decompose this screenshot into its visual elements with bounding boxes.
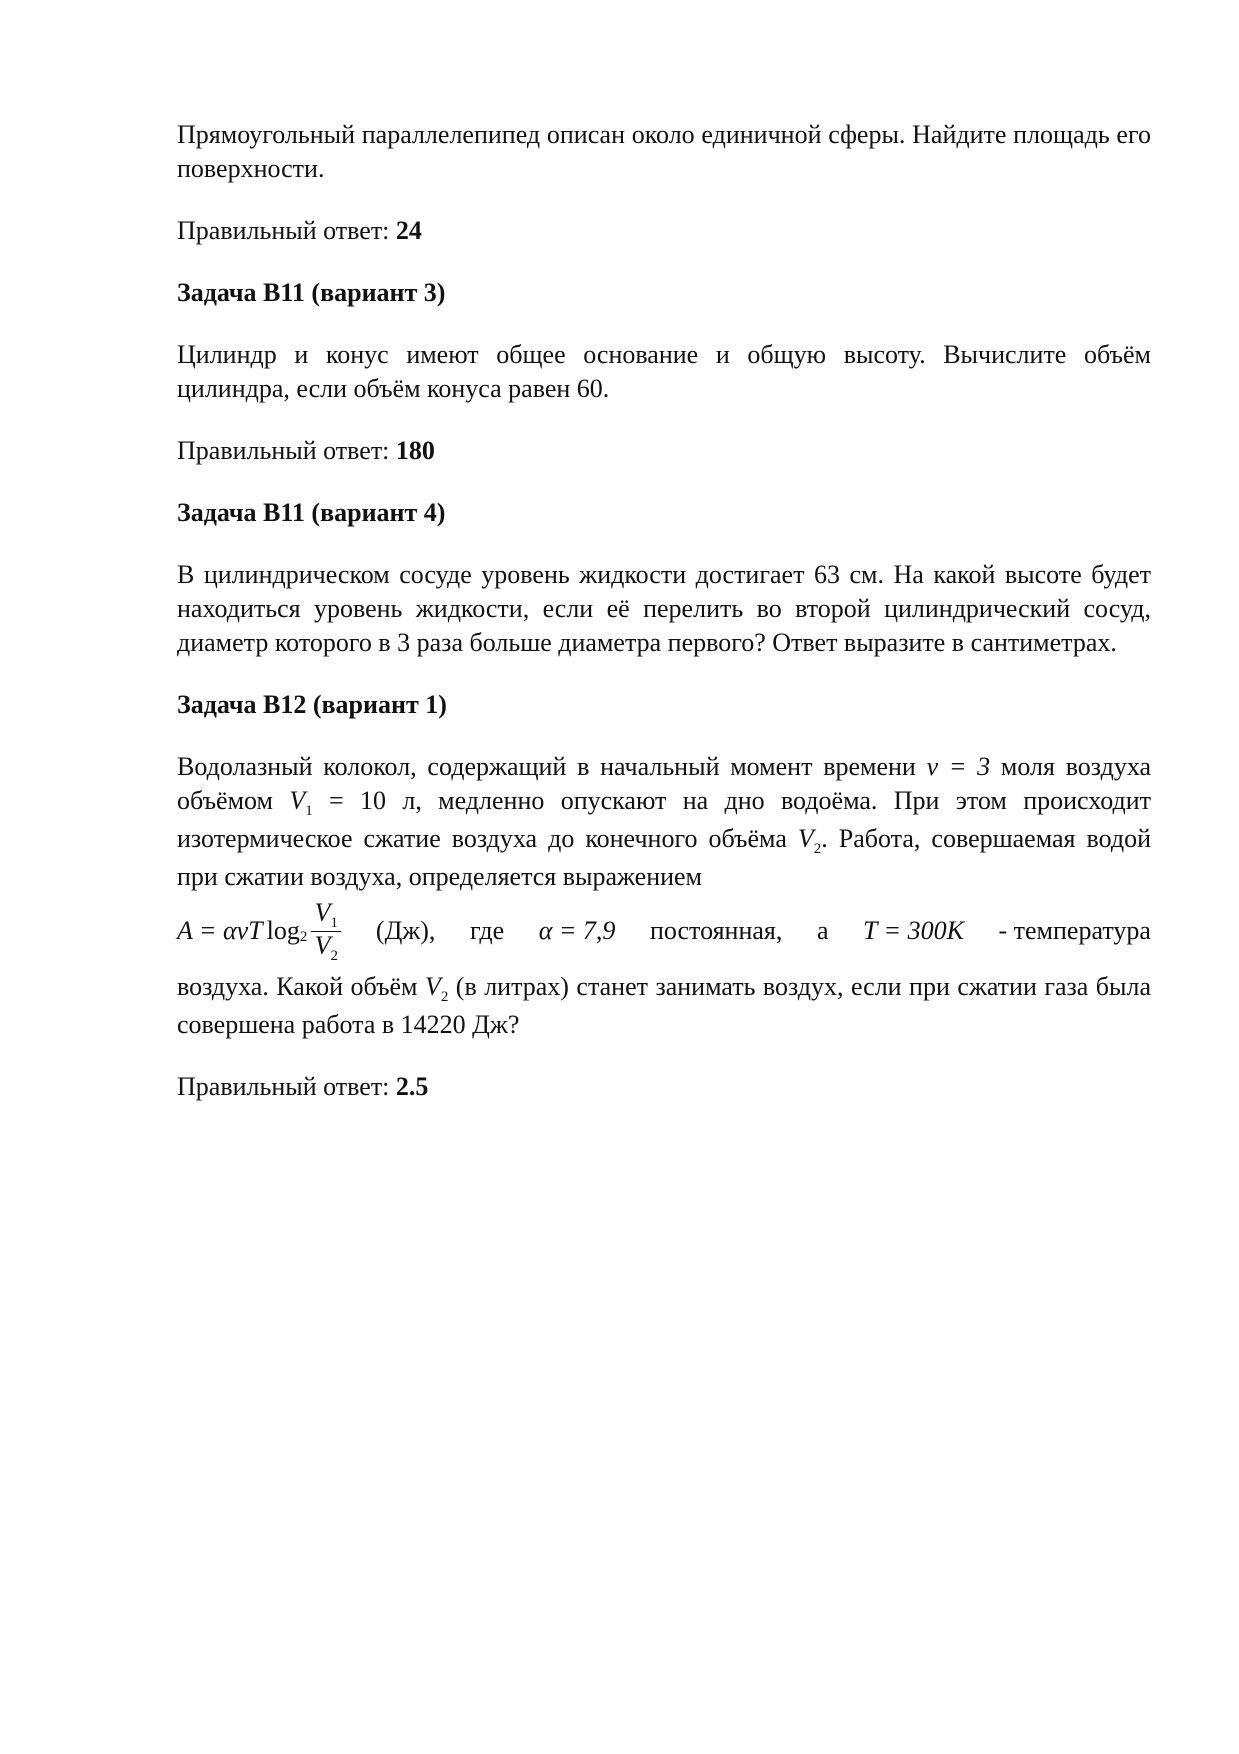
- problem-text: Цилиндр и конус имеют общее основание и общую высоту. Вычислите объём цилиндра, если объём конуса равен 60.: [177, 340, 1151, 403]
- answer-line: [177, 214, 1151, 248]
- problem-text: Прямоугольный параллелепипед описан около единичной сферы. Найдите площадь его поверхности.: [177, 120, 1151, 183]
- answer-label: Правильный ответ:: [177, 436, 390, 465]
- answer-line: [177, 1070, 1151, 1104]
- problem-text: Водолазный колокол, содержащий в начальный момент времени ν = 3 моля воздуха объёмом $V_1 = 10$ л, медленно опускают на дно водоёма. При этом происходит изотермическое сжатие воздуха до конечного объёма $V_2$. Работа, совершаемая водой при сжатии воздуха, определяется выражением: [177, 752, 1152, 891]
- problem-heading: Задача B11 (вариант 4): [177, 498, 446, 527]
- answer-value: 180: [395, 436, 435, 465]
- problem-text: воздуха. Какой объём $V_2$ (в литрах) станет занимать воздух, если при сжатии газа была совершена работа в 14220 Дж?: [177, 972, 1152, 1039]
- answer-value: 2.5: [395, 1072, 429, 1101]
- math-temperature: T = 300K: [863, 916, 964, 945]
- answer-label: Правильный ответ:: [177, 216, 390, 245]
- answer-line: [177, 434, 1151, 468]
- problem-heading: Задача B12 (вариант 1): [177, 690, 447, 719]
- fraction-v1-v2: $\frac{V_1}{V_2}$: [311, 899, 341, 964]
- work-formula: A = ανT log 2 $\frac{V_1}{V_2}$: [177, 899, 341, 964]
- answer-label: Правильный ответ:: [177, 1072, 390, 1101]
- problem-text: В цилиндрическом сосуде уровень жидкости достигает 63 см. На какой высоте будет находиться уровень жидкости, если её перелить во второй цилиндрический сосуд, диаметр которого в 3 раза больше диаметра первого? Ответ выразите в сантиметрах.: [177, 560, 1151, 657]
- math-v2: $V_2$: [424, 972, 449, 1005]
- problem-heading: Задача B11 (вариант 3): [177, 278, 446, 307]
- document-page: [177, 118, 1151, 1132]
- answer-value: 24: [395, 216, 422, 245]
- math-v2: $V_2$: [797, 824, 822, 857]
- math-alpha: α = 7,9: [538, 916, 616, 945]
- unit-label: (Дж),: [375, 916, 436, 945]
- math-nu: ν = 3: [926, 752, 991, 781]
- formula-line: A = ανT log 2 $\frac{V_1}{V_2}$ (Дж), где α = 7,9 постоянная, а T = 300K - температура: [177, 897, 1151, 964]
- math-v1: $V_1 = 10$: [289, 786, 387, 819]
